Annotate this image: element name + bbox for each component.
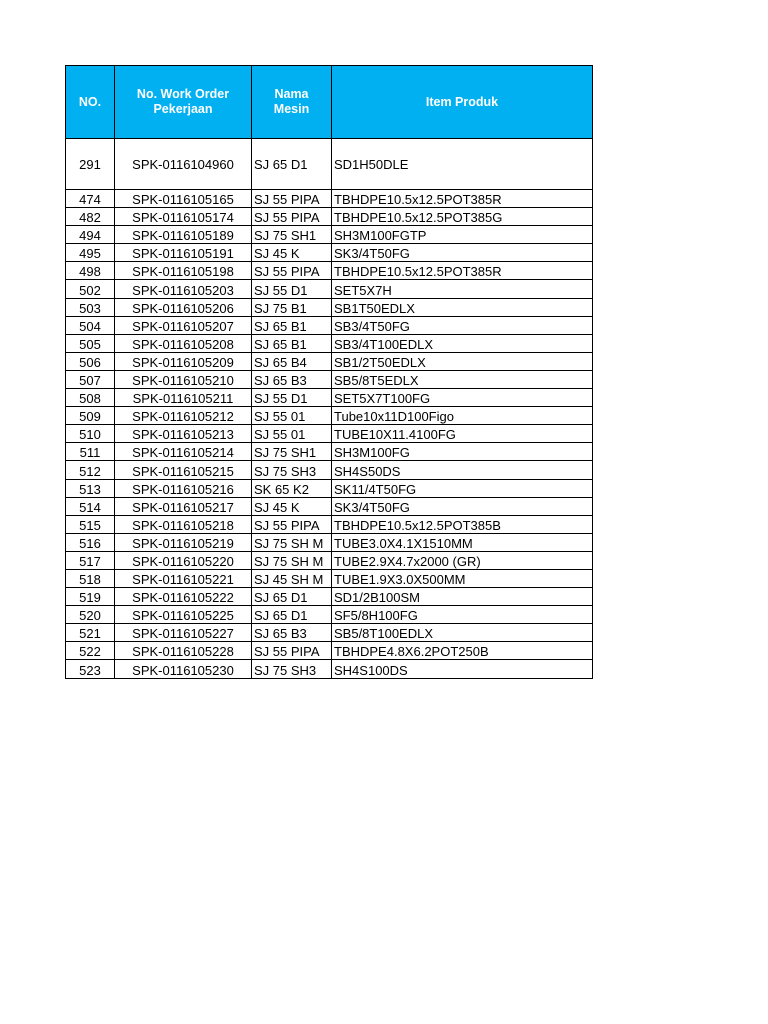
cell-work-order: SPK-0116105207 <box>115 316 252 334</box>
cell-nama-mesin: SJ 65 B3 <box>252 370 332 388</box>
cell-work-order: SPK-0116105191 <box>115 244 252 262</box>
table-row <box>66 262 593 280</box>
cell-nama-mesin: SJ 75 SH M <box>252 533 332 551</box>
header-mesin-line2: Mesin <box>273 102 310 116</box>
cell-no: 522 <box>66 642 115 660</box>
header-no <box>66 66 115 139</box>
cell-item-produk: SH4S50DS <box>332 461 593 479</box>
table-row <box>66 316 593 334</box>
table-row <box>66 624 593 642</box>
header-no-label: NO. <box>78 94 102 109</box>
cell-work-order: SPK-0116105220 <box>115 551 252 569</box>
cell-item-produk: TUBE2.9X4.7x2000 (GR) <box>332 551 593 569</box>
cell-item-produk: SB5/8T100EDLX <box>332 624 593 642</box>
cell-item-produk: SH3M100FG <box>332 443 593 461</box>
cell-item-produk: SD1/2B100SM <box>332 588 593 606</box>
cell-nama-mesin: SJ 45 K <box>252 244 332 262</box>
table-row <box>66 298 593 316</box>
cell-item-produk: SB3/4T50FG <box>332 316 593 334</box>
cell-no: 504 <box>66 316 115 334</box>
cell-work-order: SPK-0116105189 <box>115 226 252 244</box>
cell-work-order: SPK-0116105210 <box>115 370 252 388</box>
cell-no: 519 <box>66 588 115 606</box>
cell-no: 515 <box>66 515 115 533</box>
cell-item-produk: TBHDPE10.5x12.5POT385B <box>332 515 593 533</box>
cell-nama-mesin: SJ 75 SH3 <box>252 461 332 479</box>
cell-nama-mesin: SJ 55 PIPA <box>252 190 332 208</box>
table-row <box>66 352 593 370</box>
cell-item-produk: TUBE1.9X3.0X500MM <box>332 569 593 587</box>
cell-work-order: SPK-0116105221 <box>115 569 252 587</box>
header-mesin-line1: Nama <box>274 87 309 101</box>
cell-nama-mesin: SK 65 K2 <box>252 479 332 497</box>
cell-no: 506 <box>66 352 115 370</box>
cell-work-order: SPK-0116105208 <box>115 334 252 352</box>
header-nama-mesin <box>252 66 332 139</box>
cell-work-order: SPK-0116105165 <box>115 190 252 208</box>
cell-item-produk: SK11/4T50FG <box>332 479 593 497</box>
table-row <box>66 425 593 443</box>
cell-nama-mesin: SJ 55 D1 <box>252 389 332 407</box>
cell-item-produk: TUBE3.0X4.1X1510MM <box>332 533 593 551</box>
cell-no: 510 <box>66 425 115 443</box>
cell-no: 505 <box>66 334 115 352</box>
cell-nama-mesin: SJ 65 D1 <box>252 588 332 606</box>
cell-work-order: SPK-0116105206 <box>115 298 252 316</box>
cell-nama-mesin: SJ 75 SH3 <box>252 660 332 678</box>
cell-nama-mesin: SJ 65 B1 <box>252 334 332 352</box>
cell-nama-mesin: SJ 65 D1 <box>252 139 332 190</box>
table-row <box>66 569 593 587</box>
cell-item-produk: SK3/4T50FG <box>332 244 593 262</box>
cell-work-order: SPK-0116105211 <box>115 389 252 407</box>
work-order-table <box>65 65 593 679</box>
table-row <box>66 515 593 533</box>
cell-no: 498 <box>66 262 115 280</box>
cell-item-produk: SB3/4T100EDLX <box>332 334 593 352</box>
cell-item-produk: SET5X7H <box>332 280 593 298</box>
cell-work-order: SPK-0116105203 <box>115 280 252 298</box>
cell-item-produk: TBHDPE4.8X6.2POT250B <box>332 642 593 660</box>
cell-work-order: SPK-0116105219 <box>115 533 252 551</box>
cell-item-produk: TBHDPE10.5x12.5POT385R <box>332 190 593 208</box>
cell-no: 520 <box>66 606 115 624</box>
table-row <box>66 642 593 660</box>
cell-no: 512 <box>66 461 115 479</box>
table-row <box>66 551 593 569</box>
cell-item-produk: Tube10x11D100Figo <box>332 407 593 425</box>
cell-work-order: SPK-0116105209 <box>115 352 252 370</box>
table-row <box>66 660 593 678</box>
header-work-order <box>115 66 252 139</box>
table-row <box>66 588 593 606</box>
cell-no: 511 <box>66 443 115 461</box>
cell-no: 518 <box>66 569 115 587</box>
cell-item-produk: SB5/8T5EDLX <box>332 370 593 388</box>
table-row <box>66 208 593 226</box>
table-row <box>66 497 593 515</box>
cell-work-order: SPK-0116105222 <box>115 588 252 606</box>
cell-work-order: SPK-0116105198 <box>115 262 252 280</box>
cell-no: 507 <box>66 370 115 388</box>
cell-nama-mesin: SJ 45 K <box>252 497 332 515</box>
cell-nama-mesin: SJ 55 01 <box>252 407 332 425</box>
cell-no: 495 <box>66 244 115 262</box>
table-row <box>66 443 593 461</box>
cell-nama-mesin: SJ 55 D1 <box>252 280 332 298</box>
table-header <box>66 66 593 139</box>
cell-work-order: SPK-0116105174 <box>115 208 252 226</box>
cell-item-produk: TBHDPE10.5x12.5POT385G <box>332 208 593 226</box>
table-row <box>66 226 593 244</box>
cell-no: 523 <box>66 660 115 678</box>
cell-item-produk: SH4S100DS <box>332 660 593 678</box>
cell-item-produk: TBHDPE10.5x12.5POT385R <box>332 262 593 280</box>
cell-item-produk: SF5/8H100FG <box>332 606 593 624</box>
cell-nama-mesin: SJ 65 B1 <box>252 316 332 334</box>
table-row <box>66 280 593 298</box>
table-row <box>66 244 593 262</box>
cell-nama-mesin: SJ 65 D1 <box>252 606 332 624</box>
table-row <box>66 461 593 479</box>
cell-work-order: SPK-0116105217 <box>115 497 252 515</box>
cell-nama-mesin: SJ 65 B4 <box>252 352 332 370</box>
cell-work-order: SPK-0116105216 <box>115 479 252 497</box>
cell-nama-mesin: SJ 65 B3 <box>252 624 332 642</box>
cell-no: 521 <box>66 624 115 642</box>
cell-no: 494 <box>66 226 115 244</box>
cell-no: 482 <box>66 208 115 226</box>
table-row <box>66 190 593 208</box>
cell-work-order: SPK-0116105228 <box>115 642 252 660</box>
cell-work-order: SPK-0116105225 <box>115 606 252 624</box>
cell-item-produk: TUBE10X11.4100FG <box>332 425 593 443</box>
cell-item-produk: SH3M100FGTP <box>332 226 593 244</box>
cell-nama-mesin: SJ 75 SH1 <box>252 226 332 244</box>
table-row <box>66 139 593 190</box>
cell-nama-mesin: SJ 45 SH M <box>252 569 332 587</box>
cell-no: 474 <box>66 190 115 208</box>
cell-no: 503 <box>66 298 115 316</box>
cell-nama-mesin: SJ 55 PIPA <box>252 208 332 226</box>
cell-no: 509 <box>66 407 115 425</box>
cell-work-order: SPK-0116105218 <box>115 515 252 533</box>
cell-item-produk: SET5X7T100FG <box>332 389 593 407</box>
cell-no: 291 <box>66 139 115 190</box>
cell-no: 517 <box>66 551 115 569</box>
cell-nama-mesin: SJ 75 SH1 <box>252 443 332 461</box>
table-row <box>66 334 593 352</box>
table-row <box>66 606 593 624</box>
header-work-order-line2: Pekerjaan <box>153 102 213 116</box>
cell-no: 508 <box>66 389 115 407</box>
cell-nama-mesin: SJ 75 B1 <box>252 298 332 316</box>
header-item-produk <box>332 66 593 139</box>
header-work-order-line1: No. Work Order <box>136 87 230 101</box>
table-row <box>66 370 593 388</box>
cell-work-order: SPK-0116105215 <box>115 461 252 479</box>
table-row <box>66 479 593 497</box>
cell-work-order: SPK-0116105214 <box>115 443 252 461</box>
cell-nama-mesin: SJ 55 PIPA <box>252 515 332 533</box>
header-row <box>66 66 593 139</box>
cell-no: 514 <box>66 497 115 515</box>
cell-no: 513 <box>66 479 115 497</box>
cell-item-produk: SB1T50EDLX <box>332 298 593 316</box>
cell-work-order: SPK-0116105230 <box>115 660 252 678</box>
table-body <box>66 139 593 679</box>
cell-work-order: SPK-0116104960 <box>115 139 252 190</box>
cell-no: 516 <box>66 533 115 551</box>
cell-item-produk: SD1H50DLE <box>332 139 593 190</box>
cell-nama-mesin: SJ 75 SH M <box>252 551 332 569</box>
cell-no: 502 <box>66 280 115 298</box>
cell-item-produk: SK3/4T50FG <box>332 497 593 515</box>
cell-nama-mesin: SJ 55 01 <box>252 425 332 443</box>
table-row <box>66 389 593 407</box>
cell-work-order: SPK-0116105227 <box>115 624 252 642</box>
header-item-label: Item Produk <box>425 94 499 109</box>
cell-item-produk: SB1/2T50EDLX <box>332 352 593 370</box>
cell-nama-mesin: SJ 55 PIPA <box>252 642 332 660</box>
cell-work-order: SPK-0116105213 <box>115 425 252 443</box>
cell-work-order: SPK-0116105212 <box>115 407 252 425</box>
table-row <box>66 533 593 551</box>
cell-nama-mesin: SJ 55 PIPA <box>252 262 332 280</box>
table-row <box>66 407 593 425</box>
